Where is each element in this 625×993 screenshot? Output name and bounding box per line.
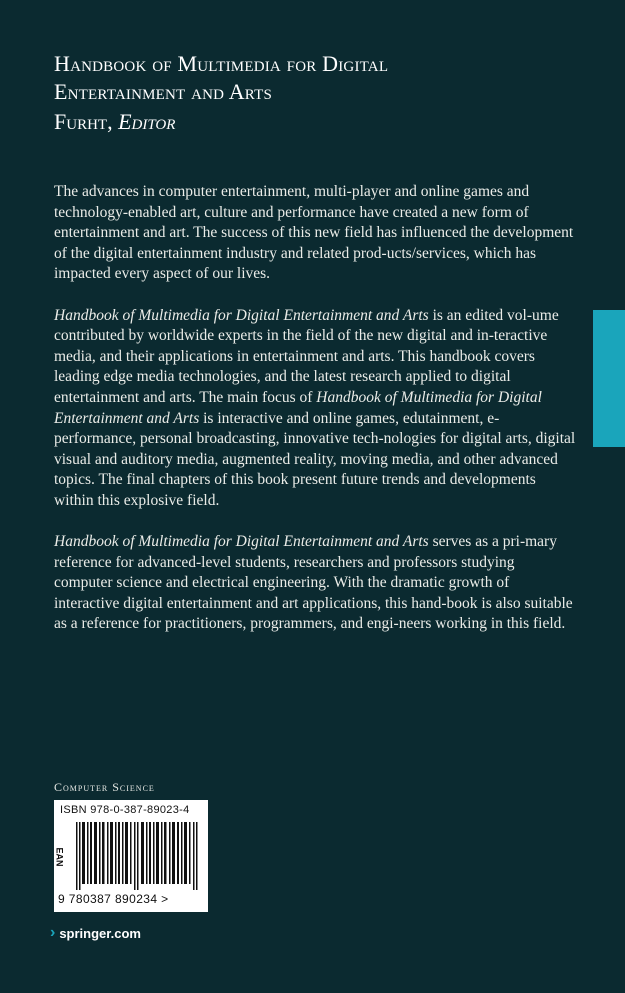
blurb-text: serves as a pri-mary reference for advanced-level students, researchers and professors studying computer science and electrical engineering. With the dramatic growth of interactive digital entertainment and art applications, this hand-book is also suitable as a reference for practitioners, programmers, and engi-neers working in this field. — [54, 533, 573, 633]
barcode-bars — [76, 822, 202, 890]
publisher-link[interactable] — [50, 925, 141, 941]
author-name: Furht, — [54, 109, 113, 134]
subject-category: Computer Science — [54, 780, 155, 794]
blurb — [54, 182, 576, 656]
ean-label: EAN — [54, 847, 65, 867]
publisher-url: springer.com — [59, 925, 141, 941]
book-title-italic: Handbook of Multimedia for Digital Entertainment and Arts — [54, 388, 542, 427]
barcode — [54, 800, 208, 912]
blurb-paragraph-3 — [54, 532, 576, 635]
accent-tab — [593, 310, 625, 447]
title-line-1: Handbook of Multimedia for Digital — [54, 51, 389, 76]
isbn-label: ISBN 978-0-387-89023-4 — [60, 804, 190, 816]
chevron-right-icon: › — [50, 924, 56, 941]
book-title-italic: Handbook of Multimedia for Digital Entertainment and Arts — [54, 533, 429, 551]
blurb-text: is interactive and online games, edutainment, e-performance, personal broadcasting, innovative tech-nologies for digital arts, digital visual and auditory media, augmented reality, moving media, and other advanced topics. The final chapters of this book present future trends and developments within this explosive field. — [54, 409, 576, 509]
editor-role: Editor — [118, 109, 176, 134]
blurb-paragraph-2 — [54, 306, 576, 512]
blurb-text: is an edited vol-ume contributed by worldwide experts in the field of the new digital and in-teractive media, and their applications in entertainment and arts. This handbook covers leading edge media technologies, and the latest research applied to digital entertainment and arts. The main focus of — [54, 306, 559, 406]
title-line-2: Entertainment and Arts — [54, 79, 272, 104]
barcode-digits: 9 780387 890234 > — [58, 892, 169, 906]
editor-credit — [54, 108, 175, 136]
book-title-italic: Handbook of Multimedia for Digital Entertainment and Arts — [54, 306, 429, 324]
blurb-paragraph-1: The advances in computer entertainment, multi-player and online games and technology-enabled art, culture and performance have created a new form of entertainment and art. The success of this new field has influenced the development of the digital entertainment industry and related prod-ucts/services, which has impacted every aspect of our lives. — [54, 183, 574, 283]
book-title — [54, 50, 574, 106]
